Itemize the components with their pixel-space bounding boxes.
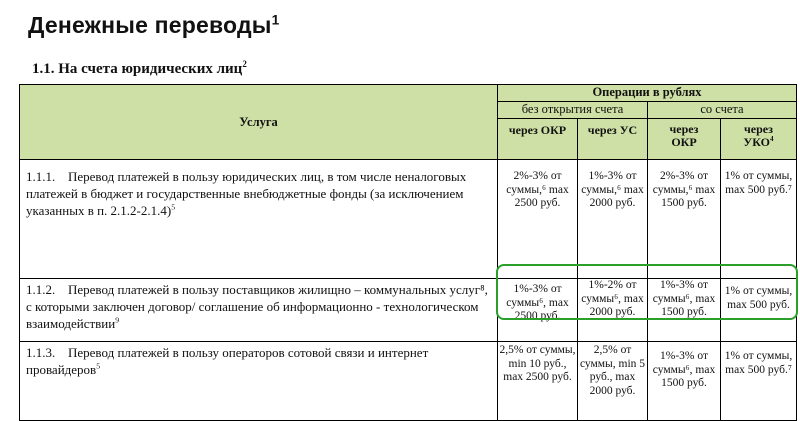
- section-title: 1.1. На счета юридических лиц$^2$: [32, 59, 247, 77]
- price-cell: 2%-3% от суммы,⁶ max 1500 руб.: [648, 160, 721, 279]
- price-cell: 1%-3% от суммы,⁶ max 2000 руб.: [578, 160, 648, 279]
- from-account-header: со счета: [648, 102, 797, 119]
- price-cell: 1% от суммы, max 500 руб.⁷: [721, 342, 797, 421]
- via-uko-header: через УКО$^4$: [721, 119, 797, 160]
- without-account-header: без открытия счета: [498, 102, 648, 119]
- service-cell: 1.1.2. Перевод платежей в пользу поставщиков жилищно – коммунальных услуг⁸, с которыми заключен договор/ соглашение об информационно - технологическом взаимодействии$^9$: [20, 279, 498, 342]
- price-cell: 1% от суммы, max 500 руб.⁷: [721, 160, 797, 279]
- price-cell: 1%-3% от суммы⁶, max 2500 руб.: [498, 279, 578, 342]
- service-header: Услуга: [20, 85, 498, 160]
- via-okr-account-header: через ОКР: [648, 119, 721, 160]
- operations-header: Операции в рублях: [498, 85, 797, 102]
- price-cell: 1%-3% от суммы⁶, max 1500 руб.: [648, 279, 721, 342]
- price-cell: 1%-2% от суммы⁶, max 2000 руб.: [578, 279, 648, 342]
- title-footnote: 1: [271, 12, 280, 28]
- price-cell: 2%-3% от суммы,⁶ max 2500 руб.: [498, 160, 578, 279]
- price-cell: 2,5% от суммы, min 10 руб., max 2500 руб.: [498, 342, 578, 421]
- price-cell: 1% от суммы, max 500 руб.: [721, 279, 797, 342]
- service-cell: 1.1.3. Перевод платежей в пользу операторов сотовой связи и интернет провайдеров$^5$: [20, 342, 498, 421]
- price-cell: 1%-3% от суммы⁶, max 1500 руб.: [648, 342, 721, 421]
- table-row: [20, 342, 797, 421]
- via-okr-header: через ОКР: [498, 119, 578, 160]
- page-title: Денежные переводы$^1$: [28, 12, 280, 38]
- table-row: [20, 279, 797, 342]
- subtitle-footnote: 2: [242, 59, 247, 69]
- price-cell: 2,5% от суммы, min 5 руб., max 2000 руб.: [578, 342, 648, 421]
- via-us-header: через УС: [578, 119, 648, 160]
- table-row: [20, 160, 797, 279]
- service-cell: 1.1.1. Перевод платежей в пользу юридических лиц, в том числе неналоговых платежей в бюджет и государственные внебюджетные фонды (за исключением указанных в п. 2.1.2-2.1.4)$^5$: [20, 160, 498, 279]
- tariff-table: [19, 84, 797, 421]
